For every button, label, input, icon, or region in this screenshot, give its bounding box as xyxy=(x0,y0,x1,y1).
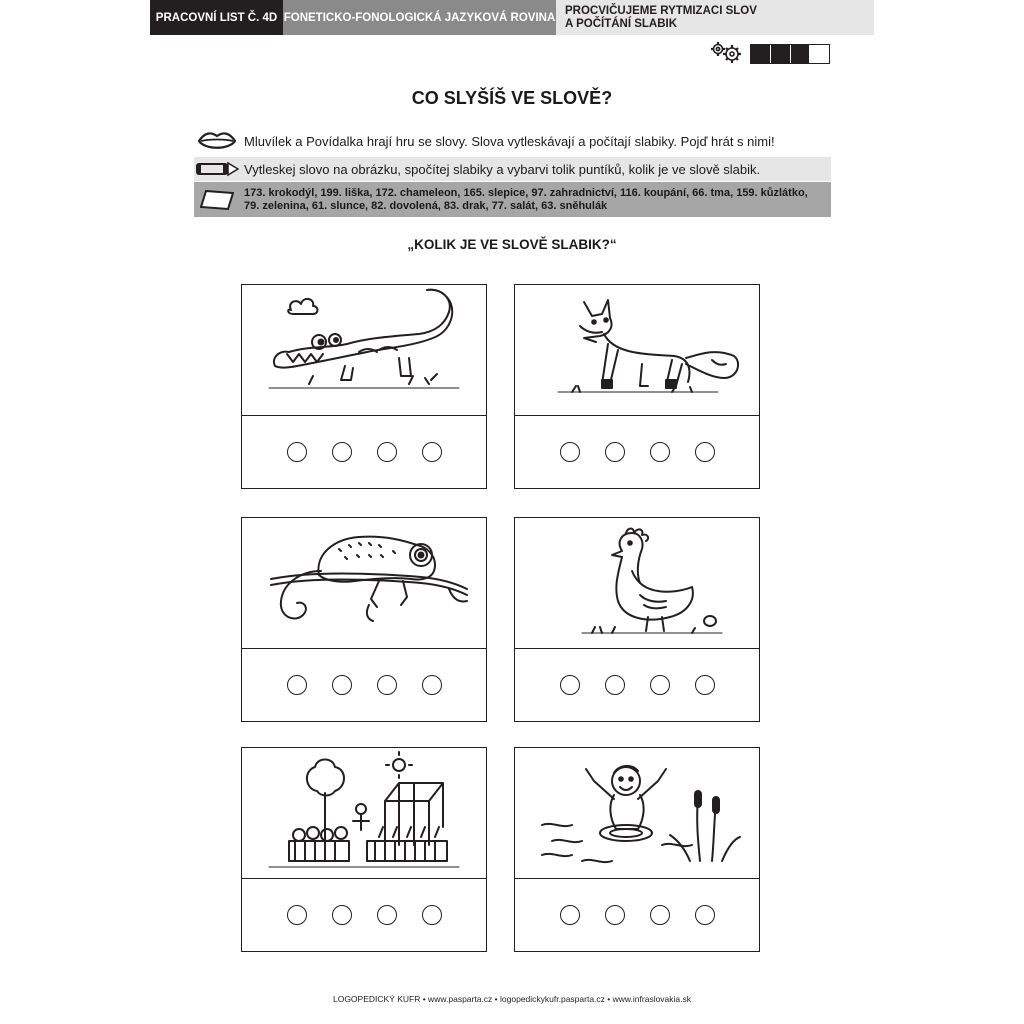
syllable-dot[interactable] xyxy=(560,905,580,925)
syllable-dot[interactable] xyxy=(605,675,625,695)
lips-icon xyxy=(194,130,240,152)
card-refs-row xyxy=(194,182,831,217)
exercise-card xyxy=(241,284,487,489)
swimming-boy-drawing xyxy=(515,748,759,879)
exercise-card xyxy=(514,747,760,952)
exercise-card xyxy=(514,284,760,489)
syllable-dot[interactable] xyxy=(332,442,352,462)
card-icon xyxy=(194,189,240,211)
exercise-subtitle: „KOLIK JE VE SLOVĚ SLABIK?“ xyxy=(407,237,617,252)
crocodile-drawing xyxy=(242,285,486,416)
gears-icon xyxy=(709,40,743,64)
syllable-dot[interactable] xyxy=(422,675,442,695)
syllable-dot[interactable] xyxy=(695,442,715,462)
hen-drawing xyxy=(515,518,759,649)
syllable-dot[interactable] xyxy=(695,905,715,925)
syllable-dot[interactable] xyxy=(422,442,442,462)
fox-drawing xyxy=(515,285,759,416)
syllable-dot[interactable] xyxy=(560,442,580,462)
topic-label xyxy=(556,0,874,35)
topic-line-2: A POČÍTÁNÍ SLABIK xyxy=(565,17,678,30)
task-row xyxy=(194,157,831,181)
syllable-dot[interactable] xyxy=(422,905,442,925)
syllable-dot[interactable] xyxy=(287,442,307,462)
syllable-dot[interactable] xyxy=(650,905,670,925)
syllable-dot[interactable] xyxy=(287,675,307,695)
difficulty-segment xyxy=(810,45,829,63)
syllable-dots xyxy=(242,416,486,488)
card-refs-line-2: 79. zelenina, 61. slunce, 82. dovolená, 83. drak, 77. salát, 63. sněhulák xyxy=(244,199,608,212)
syllable-dots xyxy=(242,649,486,721)
syllable-dots xyxy=(515,879,759,951)
syllable-dots xyxy=(242,879,486,951)
syllable-dot[interactable] xyxy=(560,675,580,695)
difficulty-segment xyxy=(751,45,771,63)
footer-credits: LOGOPEDICKÝ KUFR • www.pasparta.cz • logopedickykufr.pasparta.cz • www.infraslovakia.sk xyxy=(332,994,692,1004)
card-refs-line-1: 173. krokodýl, 199. liška, 172. chameleon, 165. slepice, 97. zahradnictví, 116. koupání, 66. tma, 159. kůzlátko, xyxy=(244,186,808,199)
syllable-dots xyxy=(515,649,759,721)
category-label: FONETICKO-FONOLOGICKÁ JAZYKOVÁ ROVINA xyxy=(283,0,556,35)
chameleon-drawing xyxy=(242,518,486,649)
task-text: Vytleskej slovo na obrázku, spočítej slabiky a vybarvi tolik puntíků, kolik je ve slově slabik. xyxy=(244,161,761,177)
syllable-dot[interactable] xyxy=(377,442,397,462)
syllable-dot[interactable] xyxy=(287,905,307,925)
crayon-icon xyxy=(194,161,240,177)
syllable-dots xyxy=(515,416,759,488)
syllable-dot[interactable] xyxy=(650,675,670,695)
difficulty-segment xyxy=(791,45,811,63)
syllable-dot[interactable] xyxy=(695,675,715,695)
difficulty-indicator xyxy=(750,44,830,64)
syllable-dot[interactable] xyxy=(377,905,397,925)
syllable-dot[interactable] xyxy=(605,442,625,462)
card-refs-text xyxy=(240,187,808,213)
syllable-dot[interactable] xyxy=(332,675,352,695)
exercise-card xyxy=(514,517,760,722)
syllable-dot[interactable] xyxy=(377,675,397,695)
syllable-dot[interactable] xyxy=(605,905,625,925)
sheet-label: PRACOVNÍ LIST Č. 4D xyxy=(150,0,283,35)
topic-line-1: PROCVIČUJEME RYTMIZACI SLOV xyxy=(565,4,757,17)
intro-row xyxy=(194,128,831,154)
page-title: CO SLYŠÍŠ VE SLOVĚ? xyxy=(411,88,613,108)
syllable-dot[interactable] xyxy=(332,905,352,925)
exercise-card xyxy=(241,747,487,952)
exercise-card xyxy=(241,517,487,722)
syllable-dot[interactable] xyxy=(650,442,670,462)
difficulty-segment xyxy=(771,45,791,63)
intro-text: Mluvílek a Povídalka hrají hru se slovy. Slova vytleskávají a počítají slabiky. Pojď hrát s nimi! xyxy=(244,133,775,149)
garden-drawing xyxy=(242,748,486,879)
